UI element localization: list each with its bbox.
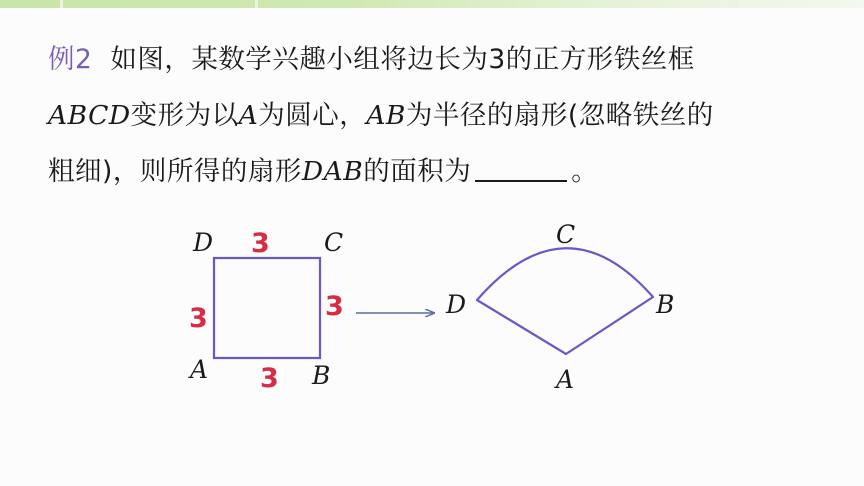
sector-label-a: A	[556, 365, 575, 394]
problem-text: 。	[571, 156, 599, 187]
problem-text: 如图，某数学兴趣小组将边长为3的正方形铁丝框	[110, 44, 695, 75]
sector-label-b: B	[656, 290, 675, 319]
side-length-right: 3	[325, 291, 344, 322]
example-label: 例2	[48, 44, 93, 75]
problem-text: 粗细)，则所得的扇形	[48, 156, 302, 187]
math-term: AB	[366, 100, 406, 131]
math-term: A	[238, 100, 259, 131]
side-length-left: 3	[189, 303, 208, 334]
square-label-b: B	[312, 361, 331, 390]
side-length-top: 3	[251, 228, 270, 259]
square-abcd	[214, 258, 320, 358]
square-label-c: C	[324, 228, 344, 257]
sector-label-d: D	[446, 290, 467, 319]
square-label-d: D	[193, 228, 214, 257]
math-term: DAB	[301, 156, 364, 187]
math-term: ABCD	[48, 100, 131, 131]
sector-dab	[477, 248, 653, 354]
problem-text: 变形为以	[130, 100, 239, 131]
problem-text: 的面积为	[363, 156, 472, 187]
square-label-a: A	[190, 355, 209, 384]
problem-text: 为半径的扇形(忽略铁丝的	[405, 100, 714, 131]
side-length-bottom: 3	[260, 363, 279, 394]
sector-label-c: C	[556, 220, 576, 249]
problem-text: 为圆心，	[258, 100, 367, 131]
